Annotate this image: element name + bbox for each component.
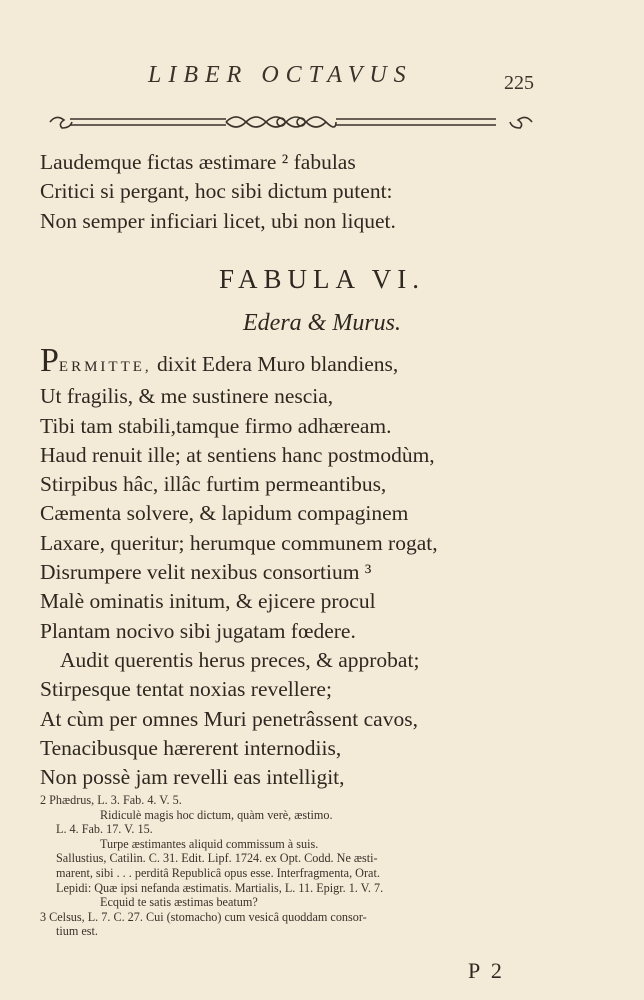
decorative-rule-ornament	[46, 108, 536, 136]
poem-line: Cæmenta solvere, & lapidum compaginem	[40, 501, 409, 526]
poem-line: Disrumpere velit nexibus consortium ³	[40, 560, 372, 585]
poem-first-line	[40, 342, 438, 382]
poem-line: Stirpibus hâc, illâc furtim permeantibus,	[40, 472, 387, 497]
poem-top-block	[40, 148, 396, 236]
poem-line: Critici si pergant, hoc sibi dictum putent:	[40, 179, 393, 204]
poem-line: Non possè jam revelli eas intelligit,	[40, 765, 345, 790]
footnote-line: Lepidi: Quæ ipsi nefanda æstimatis. Martialis, L. 11. Epigr. 1. V. 7.	[56, 880, 384, 895]
poem-line: Laxare, queritur; herumque communem rogat,	[40, 530, 438, 555]
poem-line: Non semper inficiari licet, ubi non liquet.	[40, 208, 396, 233]
poem-line: Plantam nocivo sibi jugatam fœdere.	[40, 618, 356, 643]
signature-mark: P 2	[468, 958, 505, 983]
footnote-line: tium est.	[56, 924, 98, 939]
poem-main-block	[40, 342, 438, 792]
poem-line: Tenacibusque hærerent internodiis,	[40, 735, 342, 760]
poem-line: Laudemque fictas æstimare ² fabulas	[40, 150, 356, 174]
page-number: 225	[504, 72, 534, 94]
fable-title: FABULA VI.	[218, 264, 426, 294]
small-caps-word: ERMITTE,	[58, 359, 152, 375]
footnote-line: marent, sibi . . . perditâ Republicâ opus esse. Interfragmenta, Orat.	[56, 865, 380, 880]
footnote-line: 3 Celsus, L. 7. C. 27. Cui (stomacho) cum vesicâ quoddam consor-	[40, 909, 367, 924]
footnote-line: Sallustius, Catilin. C. 31. Edit. Lipf. 1724. ex Opt. Codd. Ne æsti-	[56, 851, 378, 866]
footnote-line: Ecquid te satis æstimas beatum?	[100, 895, 258, 910]
poem-indented-line: Audit querentis herus preces, & approbat;	[60, 647, 420, 672]
first-line-rest: dixit Edera Muro blandiens,	[151, 352, 399, 376]
drop-cap: P	[40, 342, 59, 379]
footnote-line: 2 Phædrus, L. 3. Fab. 4. V. 5.	[40, 793, 182, 807]
poem-line: Haud renuit ille; at sentiens hanc postmodùm,	[40, 442, 435, 467]
poem-line: Tibi tam stabili,tamque firmo adhæream.	[40, 413, 392, 438]
footnote-line: L. 4. Fab. 17. V. 15.	[56, 822, 153, 837]
footnotes	[40, 793, 600, 939]
poem-line: Malè ominatis initum, & ejicere procul	[40, 589, 376, 614]
poem-line: Stirpesque tentat noxias revellere;	[40, 677, 332, 702]
running-title: LIBER OCTAVUS	[148, 62, 413, 88]
fable-subtitle: Edera & Murus.	[243, 310, 401, 336]
poem-line: Ut fragilis, & me sustinere nescia,	[40, 384, 334, 409]
page-header	[0, 62, 644, 102]
footnote-line: Turpe æstimantes aliquid commissum à suis.	[100, 836, 319, 851]
poem-line: At cùm per omnes Muri penetrâssent cavos,	[40, 706, 418, 731]
footnote-line: Ridiculè magis hoc dictum, quàm verè, æstimo.	[100, 807, 333, 822]
